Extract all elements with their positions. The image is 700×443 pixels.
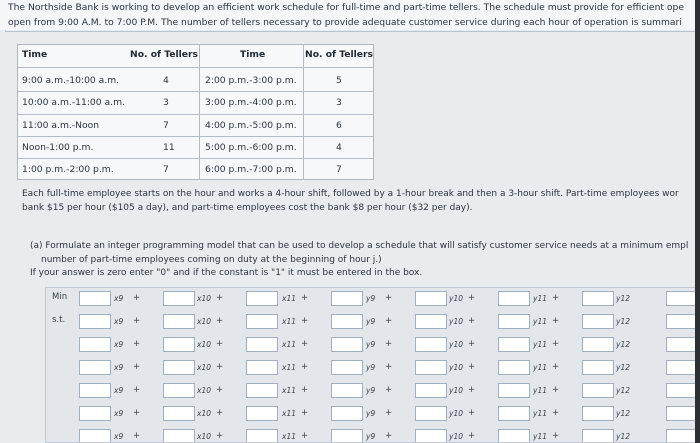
variable-label: x11 — [282, 432, 296, 441]
header-tellers-right: No. of Tellers — [305, 49, 374, 60]
coefficient-input[interactable] — [582, 406, 614, 421]
question-line-1: (a) Formulate an integer programming model that can be used to develop a schedule that will satisfy customer service needs at a minimum empl — [30, 241, 689, 251]
table-cell-tellers: 11 — [163, 142, 175, 153]
plus-sign: + — [552, 385, 560, 395]
window-edge — [695, 0, 700, 443]
plus-sign: + — [133, 316, 141, 326]
variable-label: x11 — [282, 386, 296, 395]
plus-sign: + — [301, 293, 309, 303]
variable-label: y10 — [449, 294, 463, 303]
coefficient-input[interactable] — [498, 337, 530, 352]
table-cell-time: 11:00 a.m.-Noon — [22, 120, 100, 131]
coefficient-input[interactable] — [79, 337, 111, 352]
plus-sign: + — [133, 293, 141, 303]
coefficient-input[interactable] — [79, 291, 111, 306]
variable-label: x9 — [114, 409, 124, 418]
variable-label: y11 — [533, 386, 547, 395]
intro-line-1: The Northside Bank is working to develop an efficient work schedule for full-time and part-time tellers. The schedule must provide for efficient ope — [8, 2, 685, 13]
coefficient-input[interactable] — [666, 406, 696, 421]
table-cell-time: 3:00 p.m.-4:00 p.m. — [205, 97, 297, 108]
plus-sign: + — [385, 362, 393, 372]
variable-label: x10 — [197, 386, 211, 395]
coefficient-input[interactable] — [582, 314, 614, 329]
plus-sign: + — [552, 339, 560, 349]
variable-label: x11 — [282, 340, 296, 349]
variable-label: y9 — [366, 294, 376, 303]
coefficient-input[interactable] — [246, 291, 278, 306]
coefficient-input[interactable] — [79, 314, 111, 329]
variable-label: y10 — [449, 409, 463, 418]
coefficient-input[interactable] — [582, 291, 614, 306]
variable-label: x10 — [197, 363, 211, 372]
table-cell-tellers: 3 — [163, 97, 169, 108]
variable-label: y12 — [616, 294, 630, 303]
plus-sign: + — [216, 431, 224, 441]
coefficient-input[interactable] — [666, 291, 696, 306]
plus-sign: + — [385, 408, 393, 418]
table-row-divider — [18, 158, 373, 159]
variable-label: x9 — [114, 294, 124, 303]
coefficient-input[interactable] — [331, 337, 363, 352]
plus-sign: + — [216, 408, 224, 418]
plus-sign: + — [216, 385, 224, 395]
coefficient-input[interactable] — [415, 360, 447, 375]
table-cell-tellers: 4 — [336, 142, 342, 153]
coefficient-input[interactable] — [666, 314, 696, 329]
variable-label: x10 — [197, 340, 211, 349]
coefficient-input[interactable] — [666, 429, 696, 443]
model-form — [45, 287, 700, 443]
variable-label: y12 — [616, 363, 630, 372]
plus-sign: + — [216, 293, 224, 303]
plus-sign: + — [468, 385, 476, 395]
variable-label: y10 — [449, 363, 463, 372]
table-cell-time: 9:00 a.m.-10:00 a.m. — [22, 75, 120, 86]
coefficient-input[interactable] — [498, 383, 530, 398]
variable-label: y9 — [366, 409, 376, 418]
header-time-left: Time — [22, 49, 48, 60]
coefficient-input[interactable] — [331, 291, 363, 306]
problem-intro — [0, 0, 700, 30]
variable-label: y9 — [366, 340, 376, 349]
table-cell-tellers: 5 — [336, 75, 342, 86]
plus-sign: + — [385, 339, 393, 349]
coefficient-input[interactable] — [246, 383, 278, 398]
plus-sign: + — [552, 431, 560, 441]
variable-label: x10 — [197, 317, 211, 326]
variable-label: x9 — [114, 340, 124, 349]
table-row-divider — [18, 114, 373, 115]
coefficient-input[interactable] — [246, 406, 278, 421]
table-cell-tellers: 4 — [163, 75, 169, 86]
variable-label: y11 — [533, 363, 547, 372]
table-cell-time: 1:00 p.m.-2:00 p.m. — [22, 164, 114, 175]
variable-label: x11 — [282, 409, 296, 418]
coefficient-input[interactable] — [498, 291, 530, 306]
table-cell-time: Noon-1:00 p.m. — [22, 142, 94, 153]
coefficient-input[interactable] — [498, 406, 530, 421]
question-line-2: number of part-time employees coming on duty at the beginning of hour j.) — [41, 254, 382, 265]
coefficient-input[interactable] — [498, 360, 530, 375]
note-line-2: bank $15 per hour ($105 a day), and part-time employees cost the bank $8 per hour ($32 per day). — [22, 203, 473, 213]
variable-label: y12 — [616, 317, 630, 326]
plus-sign: + — [301, 431, 309, 441]
table-cell-time: 5:00 p.m.-6:00 p.m. — [205, 142, 297, 153]
coefficient-input[interactable] — [415, 406, 447, 421]
variable-label: x9 — [114, 363, 124, 372]
plus-sign: + — [385, 385, 393, 395]
plus-sign: + — [216, 362, 224, 372]
plus-sign: + — [468, 362, 476, 372]
variable-label: y12 — [616, 340, 630, 349]
plus-sign: + — [133, 385, 141, 395]
coefficient-input[interactable] — [415, 291, 447, 306]
table-cell-time: 10:00 a.m.-11:00 a.m. — [22, 97, 125, 108]
coefficient-input[interactable] — [331, 406, 363, 421]
variable-label: y9 — [366, 317, 376, 326]
coefficient-input[interactable] — [331, 360, 363, 375]
plus-sign: + — [216, 339, 224, 349]
coefficient-input[interactable] — [582, 429, 614, 443]
variable-label: y9 — [366, 386, 376, 395]
plus-sign: + — [552, 408, 560, 418]
coefficient-input[interactable] — [415, 429, 447, 443]
coefficient-input[interactable] — [666, 360, 696, 375]
coefficient-input[interactable] — [79, 406, 111, 421]
table-divider — [18, 67, 373, 68]
variable-label: x9 — [114, 432, 124, 441]
variable-label: y10 — [449, 317, 463, 326]
coefficient-input[interactable] — [331, 314, 363, 329]
variable-label: y12 — [616, 432, 630, 441]
question-line-3: If your answer is zero enter "0" and if the constant is "1" it must be entered in the box. — [30, 268, 423, 278]
header-time-right: Time — [240, 49, 266, 60]
plus-sign: + — [468, 431, 476, 441]
coefficient-input[interactable] — [582, 360, 614, 375]
plus-sign: + — [552, 293, 560, 303]
coefficient-input[interactable] — [666, 383, 696, 398]
table-cell-tellers: 7 — [336, 164, 342, 175]
coefficient-input[interactable] — [415, 383, 447, 398]
plus-sign: + — [385, 431, 393, 441]
coefficient-input[interactable] — [163, 314, 195, 329]
min-label: Min — [52, 292, 68, 302]
table-cell-time: 6:00 p.m.-7:00 p.m. — [205, 164, 297, 175]
variable-label: y10 — [449, 340, 463, 349]
plus-sign: + — [468, 408, 476, 418]
variable-label: x11 — [282, 317, 296, 326]
variable-label: x11 — [282, 363, 296, 372]
plus-sign: + — [301, 362, 309, 372]
coefficient-input[interactable] — [79, 429, 111, 443]
variable-label: y10 — [449, 432, 463, 441]
table-cell-time: 4:00 p.m.-5:00 p.m. — [205, 120, 297, 131]
variable-label: y12 — [616, 386, 630, 395]
variable-label: x10 — [197, 409, 211, 418]
note-line-1: Each full-time employee starts on the hour and works a 4-hour shift, followed by a 1-hour break and then a 3-hour shift. Part-time employees wor — [22, 189, 679, 199]
plus-sign: + — [133, 408, 141, 418]
coefficient-input[interactable] — [163, 429, 195, 443]
coefficient-input[interactable] — [498, 429, 530, 443]
coefficient-input[interactable] — [163, 406, 195, 421]
plus-sign: + — [133, 362, 141, 372]
plus-sign: + — [385, 293, 393, 303]
variable-label: x9 — [114, 386, 124, 395]
plus-sign: + — [301, 408, 309, 418]
table-cell-time: 2:00 p.m.-3:00 p.m. — [205, 75, 297, 86]
coefficient-input[interactable] — [415, 337, 447, 352]
coefficient-input[interactable] — [163, 291, 195, 306]
plus-sign: + — [468, 293, 476, 303]
variable-label: y11 — [533, 432, 547, 441]
variable-label: y11 — [533, 317, 547, 326]
coefficient-input[interactable] — [246, 314, 278, 329]
header-tellers-left: No. of Tellers — [130, 49, 199, 60]
plus-sign: + — [133, 339, 141, 349]
coefficient-input[interactable] — [582, 337, 614, 352]
table-cell-tellers: 7 — [163, 164, 169, 175]
variable-label: y11 — [533, 294, 547, 303]
coefficient-input[interactable] — [163, 360, 195, 375]
plus-sign: + — [468, 316, 476, 326]
plus-sign: + — [552, 362, 560, 372]
plus-sign: + — [301, 339, 309, 349]
intro-line-2: open from 9:00 A.M. to 7:00 P.M. The number of tellers necessary to provide adequate customer service during each hour of operation is summari — [8, 17, 682, 28]
plus-sign: + — [301, 316, 309, 326]
variable-label: x9 — [114, 317, 124, 326]
table-cell-tellers: 7 — [163, 120, 169, 131]
variable-label: y9 — [366, 363, 376, 372]
variable-label: x10 — [197, 294, 211, 303]
variable-label: y10 — [449, 386, 463, 395]
table-cell-tellers: 6 — [336, 120, 342, 131]
table-row-divider — [18, 136, 373, 137]
coefficient-input[interactable] — [246, 360, 278, 375]
coefficient-input[interactable] — [666, 337, 696, 352]
coefficient-input[interactable] — [163, 383, 195, 398]
coefficient-input[interactable] — [582, 383, 614, 398]
coefficient-input[interactable] — [246, 337, 278, 352]
variable-label: y12 — [616, 409, 630, 418]
question-a — [30, 240, 700, 281]
variable-label: x10 — [197, 432, 211, 441]
plus-sign: + — [385, 316, 393, 326]
st-label: s.t. — [52, 315, 66, 325]
variable-label: y11 — [533, 340, 547, 349]
coefficient-input[interactable] — [163, 337, 195, 352]
plus-sign: + — [133, 431, 141, 441]
coefficient-input[interactable] — [331, 429, 363, 443]
coefficient-input[interactable] — [415, 314, 447, 329]
coefficient-input[interactable] — [79, 360, 111, 375]
variable-label: y9 — [366, 432, 376, 441]
coefficient-input[interactable] — [498, 314, 530, 329]
coefficient-input[interactable] — [246, 429, 278, 443]
employee-note — [22, 187, 700, 215]
variable-label: x11 — [282, 294, 296, 303]
plus-sign: + — [552, 316, 560, 326]
table-cell-tellers: 3 — [336, 97, 342, 108]
plus-sign: + — [468, 339, 476, 349]
plus-sign: + — [301, 385, 309, 395]
tellers-table — [17, 44, 374, 180]
variable-label: y11 — [533, 409, 547, 418]
plus-sign: + — [216, 316, 224, 326]
coefficient-input[interactable] — [79, 383, 111, 398]
coefficient-input[interactable] — [331, 383, 363, 398]
table-row-divider — [18, 91, 373, 92]
